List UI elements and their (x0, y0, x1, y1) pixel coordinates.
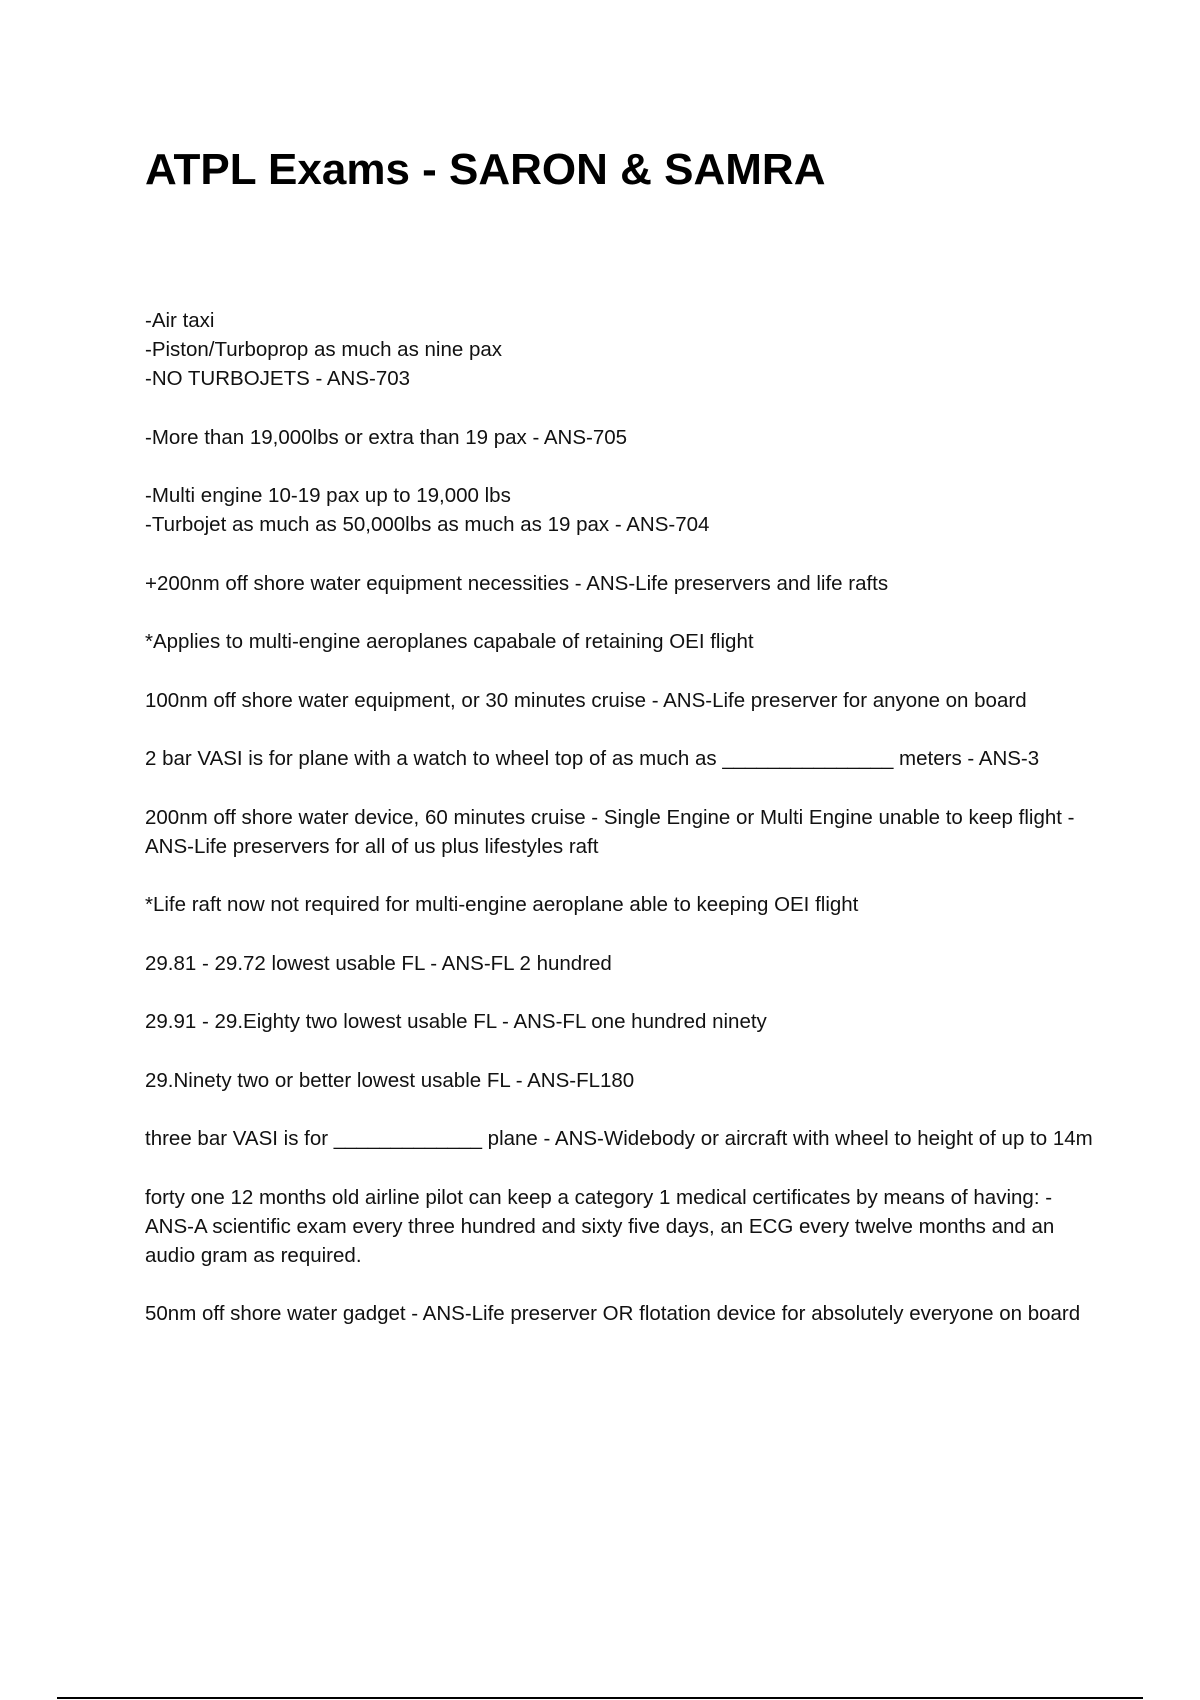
page-title: ATPL Exams - SARON & SAMRA (145, 145, 826, 194)
paragraph-oei-note: *Applies to multi-engine aeroplanes capabale of retaining OEI flight (145, 630, 754, 653)
paragraph-over-19000lbs: -More than 19,000lbs or extra than 19 pax - ANS-705 (145, 425, 628, 449)
paragraph-fl-2981: 29.81 - 29.72 lowest usable FL - ANS-FL 2 hundred (145, 951, 612, 975)
paragraph-life-raft-note: *Life raft now not required for multi-engine aeroplane able to keeping OEI flight (145, 893, 859, 916)
paragraph-3-bar-vasi: three bar VASI is for _____________ plane - ANS-Widebody or aircraft with wheel to height of up to 14m (145, 1127, 1093, 1150)
paragraph-fl-2991: 29.91 - 29.Eighty two lowest usable FL - ANS-FL one hundred ninety (145, 1010, 767, 1033)
page-bottom-divider (57, 1697, 1143, 1699)
paragraph-2-bar-vasi: 2 bar VASI is for plane with a watch to wheel top of as much as _______________ meters - ANS-3 (145, 747, 1040, 770)
paragraph-air-taxi: -Air taxi -Piston/Turboprop as much as nine pax -NO TURBOJETS - ANS-703 (145, 309, 503, 390)
document-body (145, 306, 1095, 1358)
paragraph-50nm-gadget: 50nm off shore water gadget - ANS-Life preserver OR flotation device for absolutely everyone on board (145, 1302, 1081, 1325)
paragraph-100nm-equipment: 100nm off shore water equipment, or 30 minutes cruise - ANS-Life preserver for anyone on board (145, 688, 1027, 712)
paragraph-fl-2992: 29.Ninety two or better lowest usable FL - ANS-FL180 (145, 1068, 635, 1092)
paragraph-medical-certificate: forty one 12 months old airline pilot can keep a category 1 medical certificates by means of having: - ANS-A scientific exam every three hundred and sixty five days, an ECG every twelve months and an audio gram as required. (145, 1185, 1055, 1267)
paragraph-200nm-equipment: +200nm off shore water equipment necessities - ANS-Life preservers and life rafts (145, 571, 889, 595)
paragraph-multi-engine: -Multi engine 10-19 pax up to 19,000 lbs -Turbojet as much as 50,000lbs as much as 19 pax - ANS-704 (145, 484, 710, 536)
paragraph-200nm-device: 200nm off shore water device, 60 minutes cruise - Single Engine or Multi Engine unable to keep flight - ANS-Life preservers for all of us plus lifestyles raft (145, 805, 1075, 858)
